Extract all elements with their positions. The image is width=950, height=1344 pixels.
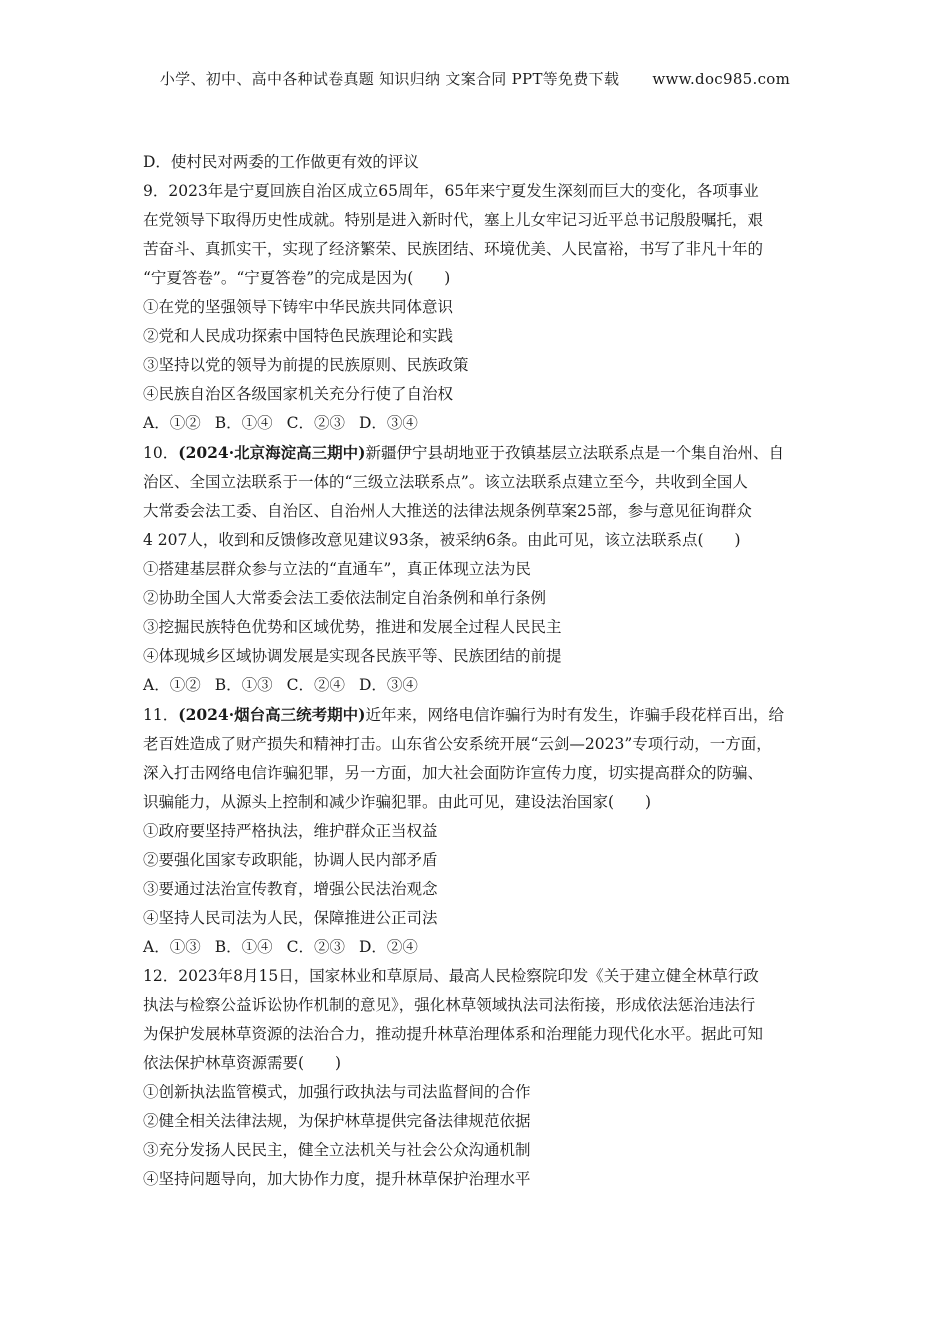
q9-item: ④民族自治区各级国家机关充分行使了自治权 — [143, 385, 454, 403]
header-text: 小学、初中、高中各种试卷真题 知识归纳 文案合同 PPT等免费下载 — [159, 70, 620, 88]
q12-stem-line: 12．2023年8月15日，国家林业和草原局、最高人民检察院印发《关于建立健全林草行政 — [143, 967, 759, 985]
q10-item: ②协助全国人大常委会法工委依法制定自治条例和单行条例 — [143, 589, 547, 607]
q11-source: (2024·烟台高三统考期中) — [178, 705, 366, 724]
q12-stem-line: 为保护发展林草资源的法治合力，推动提升林草治理体系和治理能力现代化水平。据此可知 — [143, 1025, 764, 1043]
q10-item: ④体现城乡区域协调发展是实现各民族平等、民族团结的前提 — [143, 647, 562, 665]
q10-option-a: A．①② — [143, 676, 201, 694]
q12-item: ④坚持问题导向，加大协作力度，提升林草保护治理水平 — [143, 1170, 531, 1188]
q9-item: ②党和人民成功探索中国特色民族理论和实践 — [143, 327, 454, 345]
q11-item: ①政府要坚持严格执法，维护群众正当权益 — [143, 822, 438, 840]
q10-option-b: B．①③ — [214, 676, 273, 694]
q9-option-a: A．①② — [143, 414, 201, 432]
q10-number: 10． — [143, 444, 179, 462]
q11-number: 11． — [143, 706, 179, 724]
q11-stem-line: 识骗能力，从源头上控制和减少诈骗犯罪。由此可见，建设法治国家( ) — [143, 793, 652, 811]
q11-item: ②要强化国家专政职能，协调人民内部矛盾 — [143, 851, 438, 869]
q10-stem-line: 4 207人，收到和反馈修改意见建议93条，被采纳6条。由此可见，该立法联系点( ) — [143, 531, 741, 549]
q9-item: ①在党的坚强领导下铸牢中华民族共同体意识 — [143, 298, 454, 316]
page-header — [0, 68, 950, 89]
q12-stem-line: 依法保护林草资源需要( ) — [143, 1054, 342, 1072]
q9-stem-line: 在党领导下取得历史性成就。特别是进入新时代，塞上儿女牢记习近平总书记殷殷嘱托，艰 — [143, 211, 764, 229]
q12-item: ①创新执法监管模式，加强行政执法与司法监督间的合作 — [143, 1083, 531, 1101]
q10-options — [143, 671, 823, 700]
q10-stem-line: 大常委会法工委、自治区、自治州人大推送的法律法规条例草案25部，参与意见征询群众 — [143, 502, 752, 520]
q11-options — [143, 933, 823, 962]
q11-option-a: A．①③ — [143, 938, 201, 956]
q11-item: ③要通过法治宣传教育，增强公民法治观念 — [143, 880, 438, 898]
q11-stem-line: 深入打击网络电信诈骗犯罪，另一方面，加大社会面防诈宣传力度，切实提高群众的防骗、 — [143, 764, 764, 782]
q9-option-b: B．①④ — [214, 414, 273, 432]
q11-option-b: B．①④ — [214, 938, 273, 956]
question-11 — [143, 700, 823, 962]
q11-stem-text: 近年来，网络电信诈骗行为时有发生，诈骗手段花样百出，给 — [365, 706, 784, 724]
q12-item: ③充分发扬人民民主，健全立法机关与社会公众沟通机制 — [143, 1141, 531, 1159]
question-12 — [143, 962, 823, 1194]
q10-stem-first-line — [143, 438, 823, 468]
question-9 — [143, 177, 823, 438]
q9-stem-line: 9．2023年是宁夏回族自治区成立65周年，65年来宁夏发生深刻而巨大的变化，各项事业 — [143, 182, 759, 200]
q11-item: ④坚持人民司法为人民，保障推进公正司法 — [143, 909, 438, 927]
document-body — [143, 148, 823, 1194]
q9-options — [143, 409, 823, 438]
q9-stem-line: 苦奋斗、真抓实干，实现了经济繁荣、民族团结、环境优美、人民富裕，书写了非凡十年的 — [143, 240, 764, 258]
q10-option-c: C．②④ — [286, 676, 345, 694]
q9-item: ③坚持以党的领导为前提的民族原则、民族政策 — [143, 356, 469, 374]
q12-item: ②健全相关法律法规，为保护林草提供完备法律规范依据 — [143, 1112, 531, 1130]
q10-item: ①搭建基层群众参与立法的“直通车”，真正体现立法为民 — [143, 560, 531, 578]
question-10 — [143, 438, 823, 700]
q9-option-d: D．③④ — [358, 414, 418, 432]
q10-stem-text: 新疆伊宁县胡地亚于孜镇基层立法联系点是一个集自治州、自 — [365, 444, 784, 462]
q12-stem-line: 执法与检察公益诉讼协作机制的意见》，强化林草领域执法司法衔接，形成依法惩治违法行 — [143, 996, 756, 1014]
q9-stem-line: “宁夏答卷”。“宁夏答卷”的完成是因为( ) — [143, 269, 451, 287]
header-site-link[interactable]: www.doc985.com — [652, 70, 791, 88]
q11-option-c: C．②③ — [286, 938, 345, 956]
q10-source: (2024·北京海淀高三期中) — [178, 443, 366, 462]
q11-stem-line: 老百姓造成了财产损失和精神打击。山东省公安系统开展“云剑—2023”专项行动，一方面， — [143, 735, 772, 753]
q11-option-d: D．②④ — [358, 938, 418, 956]
q10-item: ③挖掘民族特色优势和区域优势，推进和发展全过程人民民主 — [143, 618, 562, 636]
q10-stem-line: 治区、全国立法联系于一体的“三级立法联系点”。该立法联系点建立至今，共收到全国人 — [143, 473, 748, 491]
q8-option-d: D．使村民对两委的工作做更有效的评议 — [143, 153, 419, 171]
q11-stem-first-line — [143, 700, 823, 730]
q9-option-c: C．②③ — [286, 414, 345, 432]
q10-option-d: D．③④ — [358, 676, 418, 694]
